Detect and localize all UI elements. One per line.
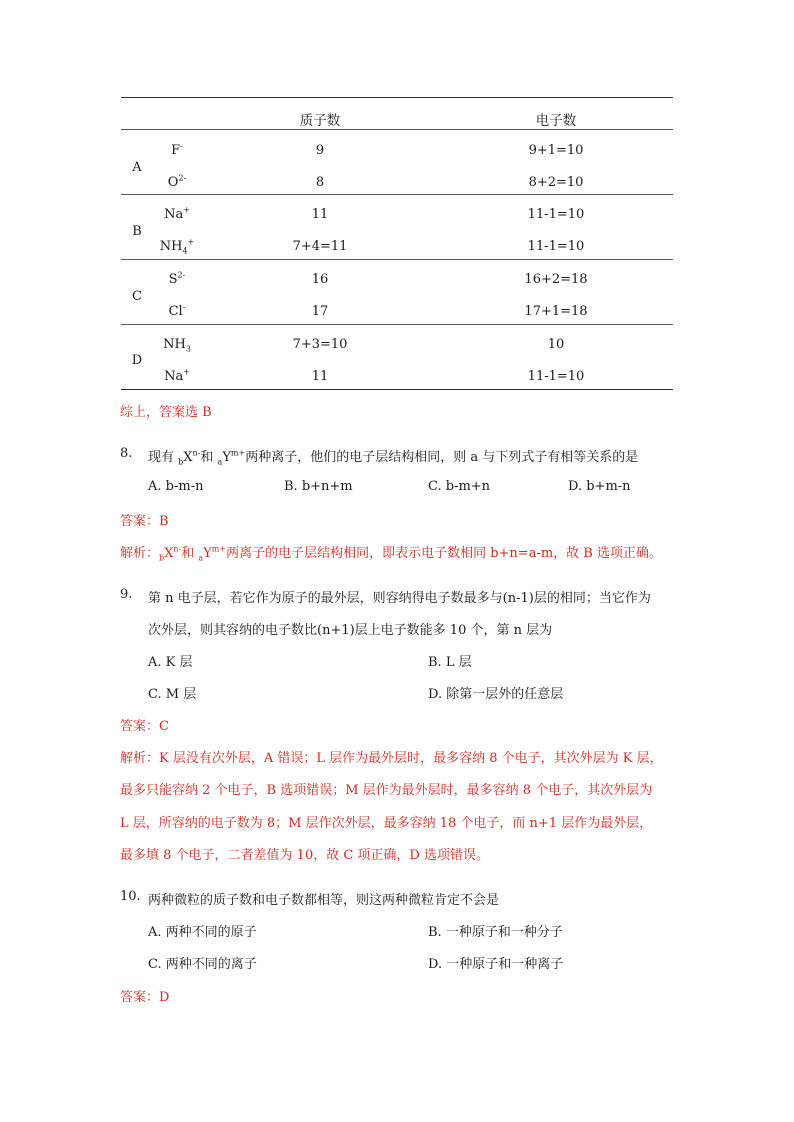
electron-count: 17+1=18 (524, 304, 588, 319)
group-rule (121, 324, 673, 325)
answer-text: 答案：B (120, 514, 169, 529)
proton-count: 7+4=11 (292, 239, 348, 254)
option-d: D. 一种原子和一种离子 (428, 957, 564, 972)
electron-count: 8+2=10 (528, 175, 584, 190)
electron-count: 10 (547, 337, 565, 352)
question-stem-line: 第 n 电子层，若它作为原子的最外层，则容纳得电子数最多与(n-1)层的相同；当它作为 (148, 591, 651, 606)
option-d: D. b+m-n (568, 479, 631, 494)
species: Na+ (164, 205, 190, 222)
group-label: C (132, 289, 142, 304)
electron-count: 9+1=10 (528, 143, 584, 158)
option-c: C. 两种不同的离子 (148, 957, 257, 972)
question-stem-line: 次外层，则其容纳的电子数比(n+1)层上电子数能多 10 个，第 n 层为 (148, 623, 553, 638)
header-protons: 质子数 (299, 113, 341, 129)
electron-count: 11-1=10 (527, 369, 585, 384)
table-header-rule (121, 129, 673, 130)
question-number: 9. (120, 587, 133, 602)
proton-count: 16 (311, 272, 329, 287)
electron-count: 11-1=10 (527, 207, 585, 222)
proton-count: 7+3=10 (292, 337, 348, 352)
option-a: A. K 层 (148, 655, 193, 670)
species: Cl- (168, 302, 186, 319)
electron-count: 11-1=10 (527, 239, 585, 254)
group-label: D (131, 353, 143, 368)
question-number: 8. (120, 446, 133, 461)
analysis-line: 解析：K 层没有次外层，A 错误；L 层作为最外层时，最多容纳 8 个电子，其次外层为 K 层， (120, 751, 663, 766)
table-bottom-rule (121, 389, 673, 390)
species: $S^{2-}$ (168, 270, 186, 287)
group-rule (121, 259, 673, 260)
question-stem: 现有 $_bX^{n-}$和 $_aY^{m+}$两种离子，他们的电子层结构相同，则 a 与下列式子有相等关系的是 (148, 448, 639, 467)
table-top-rule (121, 97, 673, 98)
question-stem: 两种微粒的质子数和电子数都相等，则这两种微粒肯定不会是 (148, 893, 500, 908)
proton-count: 11 (311, 207, 329, 222)
analysis-line: 最多只能容纳 2 个电子，B 选项错误；M 层作为最外层时，最多容纳 8 个电子，其次外层为 (120, 783, 653, 798)
species: Na+ (164, 367, 190, 384)
summary-text: 综上，答案选 B (120, 405, 212, 420)
option-b: B. 一种原子和一种分子 (428, 925, 563, 940)
proton-count: 9 (315, 143, 325, 158)
electron-count: 16+2=18 (524, 272, 588, 287)
option-c: C. M 层 (148, 687, 197, 702)
header-electrons: 电子数 (535, 113, 577, 129)
question-number: 10. (120, 889, 141, 904)
group-label: B (132, 224, 142, 239)
analysis-line: 最多填 8 个电子，二者差值为 10，故 C 项正确，D 选项错误。 (120, 848, 489, 863)
proton-count: 11 (311, 369, 329, 384)
species: $NH_3$ (163, 337, 191, 354)
analysis-line: L 层，所容纳的电子数为 8；M 层作次外层，最多容纳 18 个电子，而 n+1 层作为最外层， (120, 816, 653, 831)
species: F- (171, 141, 183, 158)
option-a: A. 两种不同的原子 (148, 925, 257, 940)
option-c: C. b-m+n (428, 479, 491, 494)
option-b: B. b+n+m (284, 479, 353, 494)
option-b: B. L 层 (428, 655, 472, 670)
group-label: A (132, 160, 142, 175)
proton-count: 17 (311, 304, 329, 319)
species: $NH_4^+$ (159, 237, 195, 256)
option-a: A. b-m-n (148, 479, 204, 494)
group-rule (121, 194, 673, 195)
analysis-text: 解析：$_bX^{n-}$和 $_aY^{m+}$两离子的电子层结构相同，即表示电子数相同 b+n=a-m，故 B 选项正确。 (120, 544, 662, 563)
answer-text: 答案：C (120, 719, 169, 734)
option-d: D. 除第一层外的任意层 (428, 687, 564, 702)
proton-count: 8 (315, 175, 325, 190)
species: $O^{2-}$ (167, 173, 187, 190)
answer-text: 答案：D (120, 990, 170, 1005)
